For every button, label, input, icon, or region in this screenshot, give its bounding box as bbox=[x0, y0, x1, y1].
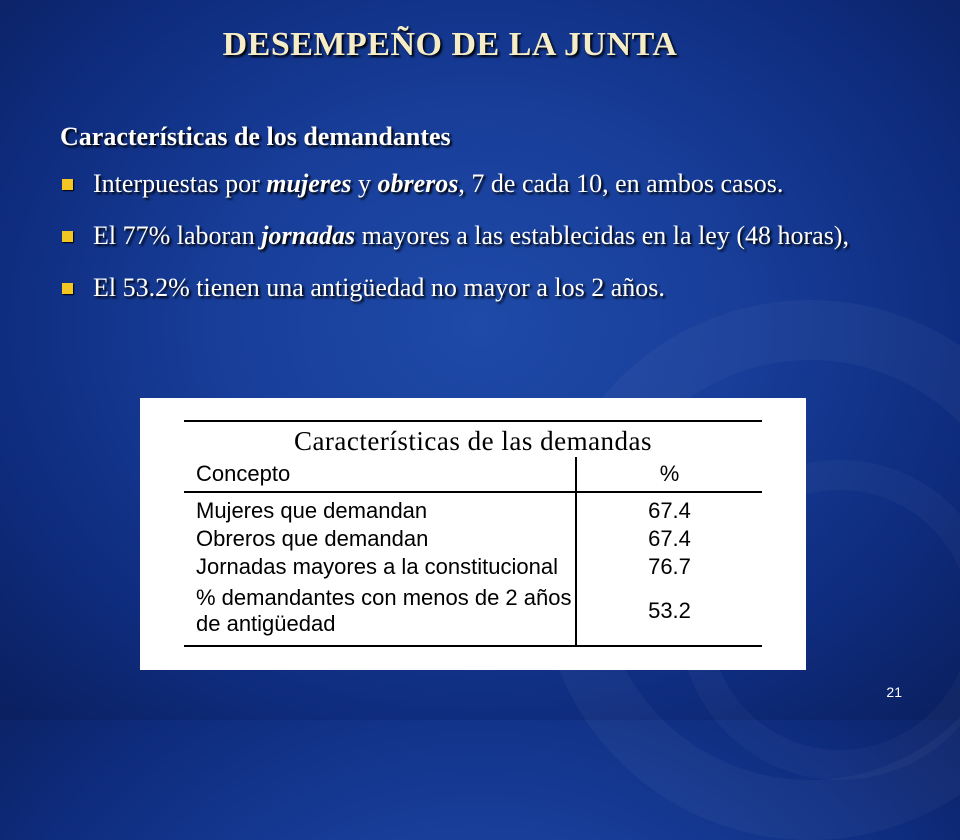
table-row bbox=[184, 525, 762, 553]
row-value: 67.4 bbox=[576, 525, 762, 553]
row-concept-line: % demandantes con menos de 2 años bbox=[196, 585, 572, 610]
square-bullet-icon bbox=[62, 231, 73, 242]
bullet-text: mayores a las establecidas en la ley (48 horas), bbox=[355, 221, 849, 250]
table-header-row bbox=[184, 457, 762, 492]
square-bullet-icon bbox=[62, 179, 73, 190]
header-concept: Concepto bbox=[184, 457, 576, 492]
header-percent: % bbox=[576, 457, 762, 492]
row-value: 67.4 bbox=[576, 492, 762, 525]
row-concept-line: de antigüedad bbox=[196, 611, 336, 636]
bullet-item bbox=[60, 272, 910, 304]
table-row bbox=[184, 581, 762, 646]
bullet-text: El 77% laboran bbox=[93, 221, 262, 250]
table-row bbox=[184, 553, 762, 581]
bullet-list bbox=[60, 168, 910, 324]
emphasis-text: jornadas bbox=[261, 221, 356, 250]
row-concept: Jornadas mayores a la constitucional bbox=[196, 554, 558, 579]
bullet-text: y bbox=[351, 169, 378, 198]
table-row bbox=[184, 492, 762, 525]
bullet-text: El 53.2% tienen una antigüedad no mayor a los 2 años. bbox=[93, 273, 665, 302]
row-value: 76.7 bbox=[576, 553, 762, 581]
table-caption: Características de las demandas bbox=[184, 420, 762, 457]
slide-title: DESEMPEÑO DE LA JUNTA bbox=[222, 26, 678, 63]
bullet-item bbox=[60, 168, 910, 200]
emphasis-text: obreros bbox=[377, 169, 459, 198]
row-value: 53.2 bbox=[576, 581, 762, 646]
bullet-text: , 7 de cada 10, en ambos casos. bbox=[458, 169, 784, 198]
square-bullet-icon bbox=[62, 283, 73, 294]
row-concept: Obreros que demandan bbox=[196, 526, 429, 551]
row-concept bbox=[184, 581, 576, 646]
page-number: 21 bbox=[886, 684, 902, 700]
slide-subtitle: Características de los demandantes bbox=[60, 122, 451, 151]
emphasis-text: mujeres bbox=[266, 169, 352, 198]
demands-table bbox=[184, 420, 762, 647]
table-panel bbox=[140, 398, 806, 670]
row-concept: Mujeres que demandan bbox=[196, 498, 428, 523]
bullet-item bbox=[60, 220, 910, 252]
bullet-text: Interpuestas por bbox=[93, 169, 267, 198]
